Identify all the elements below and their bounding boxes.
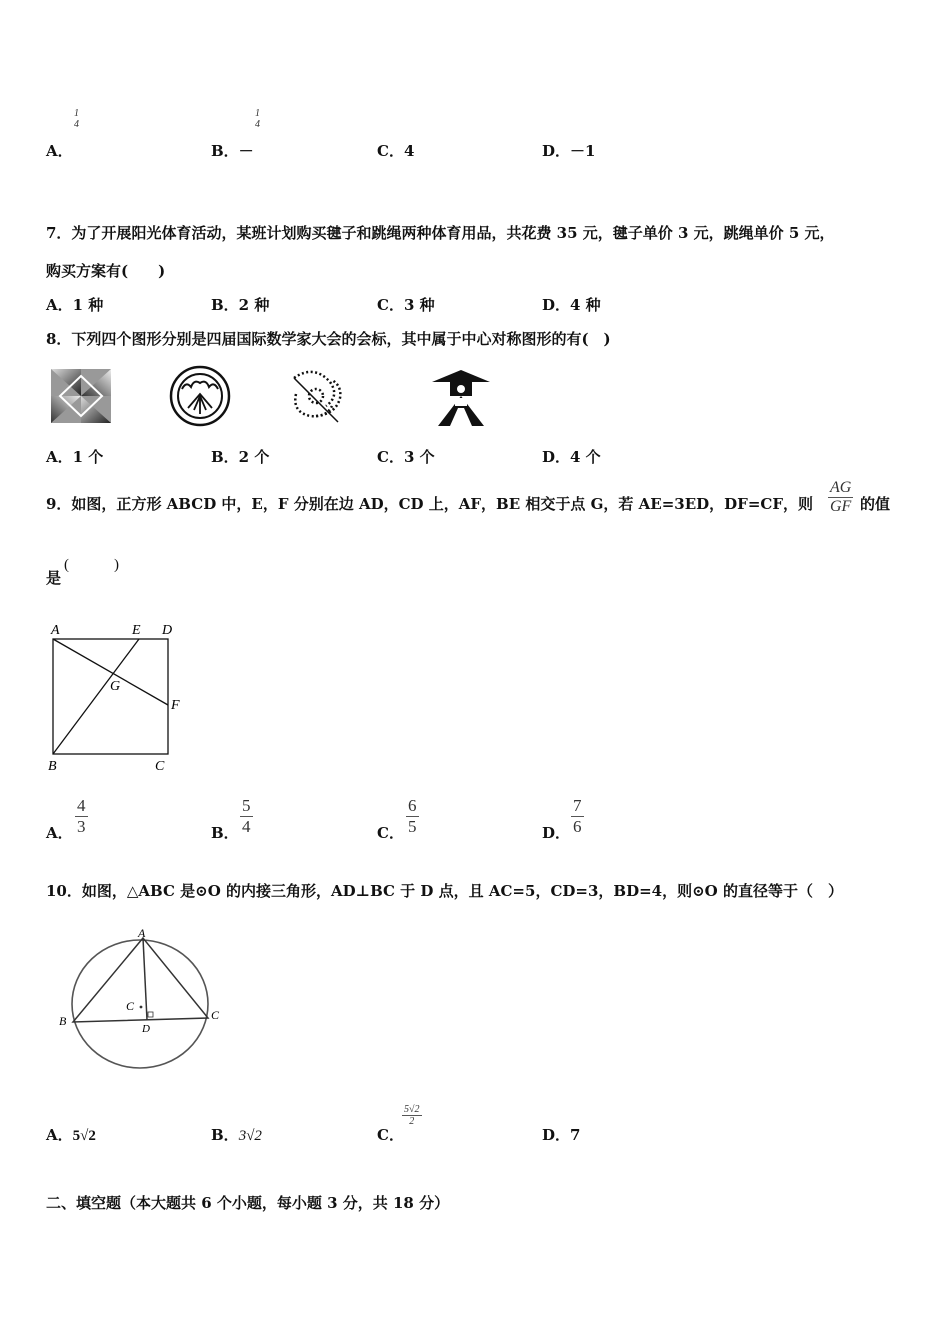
q6-option-d: D．－1 [542, 142, 596, 160]
q9-option-a-fraction: 4 3 [77, 796, 86, 836]
q7-stem-line1: 7．为了开展阳光体育活动，某班计划购买毽子和跳绳两种体育用品，共花费 35 元，毽子单价 3 元，跳绳单价 5 元， [46, 224, 835, 242]
label-o: C [126, 999, 135, 1013]
q8-option-c: C．3 个 [377, 448, 435, 466]
q10-option-b [211, 1124, 262, 1145]
q7-option-a: A．1 种 [46, 296, 104, 314]
logo-dotted-spiral-figure [286, 366, 348, 428]
logo-circle-arcs-figure [168, 364, 232, 428]
option-label: A． [46, 1126, 73, 1144]
q9-square-figure [44, 618, 194, 776]
q10-stem: 10．如图，△ABC 是⊙O 的内接三角形，AD⊥BC 于 D 点，且 AC=5，CD=3，BD=4，则⊙O 的直径等于（ ） [46, 882, 843, 900]
label-e: E [132, 623, 141, 638]
q8-option-b: B．2 个 [211, 448, 270, 466]
option-value: 3√2 [238, 1128, 262, 1144]
q10-option-c-fraction: 5√2 2 [404, 1104, 420, 1127]
label-b: B [48, 759, 57, 774]
q6-option-a [46, 140, 73, 161]
label-g: G [110, 679, 121, 694]
q10-option-a [46, 1124, 96, 1145]
q7-option-c: C．3 种 [377, 296, 435, 314]
label-d: D [162, 623, 173, 638]
q9-option-c-fraction: 6 5 [408, 796, 417, 836]
q9-option-b-fraction: 5 4 [242, 796, 251, 836]
q10-option-c-label: C． [377, 1126, 404, 1144]
q8-option-d: D．4 个 [542, 448, 601, 466]
label-b: B [59, 1014, 67, 1028]
option-label: B．－ [211, 142, 254, 160]
q10-circle-figure [56, 924, 226, 1070]
label-a: A [51, 623, 60, 638]
label-f: F [171, 698, 180, 713]
q9-ratio-fraction: AG GF [830, 479, 852, 515]
q9-stem: 9．如图，正方形 ABCD 中，E，F 分别在边 AD，CD 上，AF，BE 相交于点 G，若 AE=3ED，DF=CF，则 [46, 495, 813, 513]
q6-option-b [211, 140, 254, 161]
q9-option-d-fraction: 7 6 [573, 796, 582, 836]
q7-stem-line2: 购买方案有( ) [46, 262, 166, 280]
option-label: B． [211, 1126, 239, 1144]
q9-stem-line2: 是 [46, 569, 62, 587]
q10-option-d: D．7 [542, 1126, 581, 1144]
q9-answer-paren: ( ) [64, 557, 119, 573]
logo-pagoda-figure [428, 368, 494, 428]
q8-option-a: A．1 个 [46, 448, 104, 466]
q9-stem-end: 的值 [860, 495, 891, 513]
q9-option-b-label: B． [211, 824, 239, 842]
label-d: D [142, 1023, 150, 1035]
option-value: 5√2 [72, 1128, 96, 1144]
q6-option-c: C．4 [377, 142, 415, 160]
q9-option-d-label: D． [542, 824, 571, 842]
section2-heading: 二、填空题（本大题共 6 个小题，每小题 3 分，共 18 分） [46, 1194, 450, 1212]
q7-option-b: B．2 种 [211, 296, 270, 314]
q6-option-a-fraction: 1 4 [74, 108, 79, 130]
option-label: A． [46, 142, 73, 160]
q8-stem: 8．下列四个图形分别是四届国际数学家大会的会标，其中属于中心对称图形的有( ) [46, 330, 611, 348]
q6-option-b-fraction: 1 4 [255, 108, 260, 130]
q9-option-a-label: A． [46, 824, 73, 842]
q7-option-d: D．4 种 [542, 296, 601, 314]
label-a: A [138, 926, 146, 940]
label-c: C [155, 759, 165, 774]
q9-option-c-label: C． [377, 824, 404, 842]
label-c: C [211, 1008, 220, 1022]
logo-pinwheel-figure [50, 368, 112, 424]
